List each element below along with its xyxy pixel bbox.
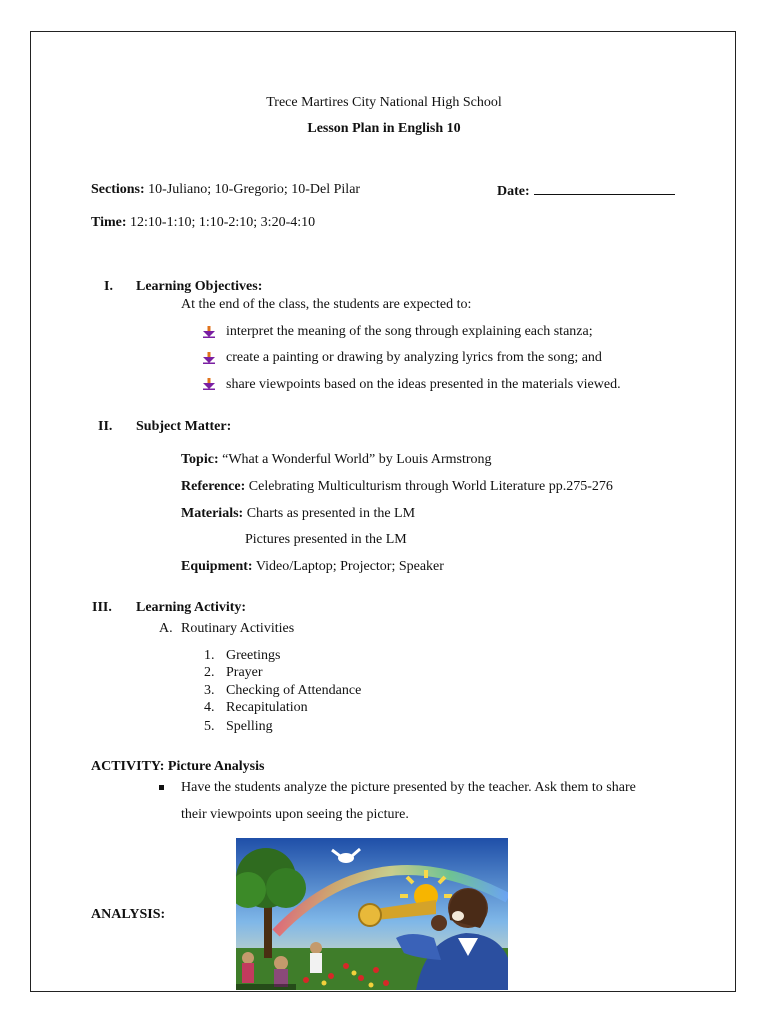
picture-analysis-heading: ACTIVITY: Picture Analysis — [91, 759, 265, 774]
subject-heading: Subject Matter: — [136, 419, 232, 434]
equipment-value: Video/Laptop; Projector; Speaker — [255, 559, 444, 574]
picture-instruction-line1: Have the students analyze the picture presented by the teacher. Ask them to share — [181, 780, 636, 795]
objective-item: interpret the meaning of the song through explaining each stanza; — [226, 324, 593, 339]
topic-value: “What a Wonderful World” by Louis Armstrong — [222, 452, 492, 467]
arrow-bullet-icon — [203, 378, 215, 390]
date-line — [497, 182, 675, 200]
list-item: Prayer — [226, 665, 263, 680]
objectives-intro: At the end of the class, the students are expected to: — [181, 297, 472, 312]
time-line — [91, 215, 315, 231]
sections-line — [91, 182, 360, 198]
materials-value: Charts as presented in the LM — [246, 506, 416, 521]
list-number: 2. — [204, 665, 215, 680]
activity-heading: Learning Activity: — [136, 600, 247, 615]
list-number: 4. — [204, 700, 215, 715]
reference-label: Reference: — [181, 479, 246, 494]
date-label: Date: — [497, 184, 530, 199]
objectives-numeral: I. — [104, 279, 113, 294]
reference-value: Celebrating Multiculturism through World Literature pp.275-276 — [248, 479, 613, 494]
materials-label: Materials: — [181, 506, 244, 521]
picture-instruction-line2: their viewpoints upon seeing the picture. — [181, 807, 409, 822]
illustration-icon — [236, 838, 508, 990]
time-value: 12:10-1:10; 1:10-2:10; 3:20-4:10 — [130, 215, 316, 230]
list-number: 3. — [204, 683, 215, 698]
list-item: Recapitulation — [226, 700, 308, 715]
list-number: 5. — [204, 719, 215, 734]
objectives-heading: Learning Objectives: — [136, 279, 263, 294]
list-item: Checking of Attendance — [226, 683, 362, 698]
materials-line — [181, 506, 415, 522]
analysis-label: ANALYSIS: — [91, 907, 166, 922]
equipment-line — [181, 559, 444, 575]
objective-item: share viewpoints based on the ideas presented in the materials viewed. — [226, 377, 621, 392]
arrow-bullet-icon — [203, 326, 215, 338]
topic-label: Topic: — [181, 452, 219, 467]
reference-line — [181, 479, 613, 495]
arrow-bullet-icon — [203, 352, 215, 364]
list-item: Spelling — [226, 719, 273, 734]
sections-value: 10-Juliano; 10-Gregorio; 10-Del Pilar — [148, 182, 361, 197]
topic-line — [181, 452, 492, 468]
date-blank — [534, 182, 675, 195]
equipment-label: Equipment: — [181, 559, 253, 574]
subject-numeral: II. — [98, 419, 113, 434]
list-item: Greetings — [226, 648, 281, 663]
list-number: 1. — [204, 648, 215, 663]
school-name: Trece Martires City National High School — [266, 95, 502, 110]
song-illustration-image — [236, 838, 508, 990]
lesson-plan-title: Lesson Plan in English 10 — [307, 121, 461, 136]
sections-label: Sections: — [91, 182, 145, 197]
objective-item: create a painting or drawing by analyzing lyrics from the song; and — [226, 350, 602, 365]
activity-numeral: III. — [92, 600, 112, 615]
routinary-letter: A. — [159, 621, 173, 636]
materials-value-2: Pictures presented in the LM — [245, 532, 407, 547]
time-label: Time: — [91, 215, 127, 230]
square-bullet-icon — [159, 785, 164, 790]
routinary-heading: Routinary Activities — [181, 621, 295, 636]
